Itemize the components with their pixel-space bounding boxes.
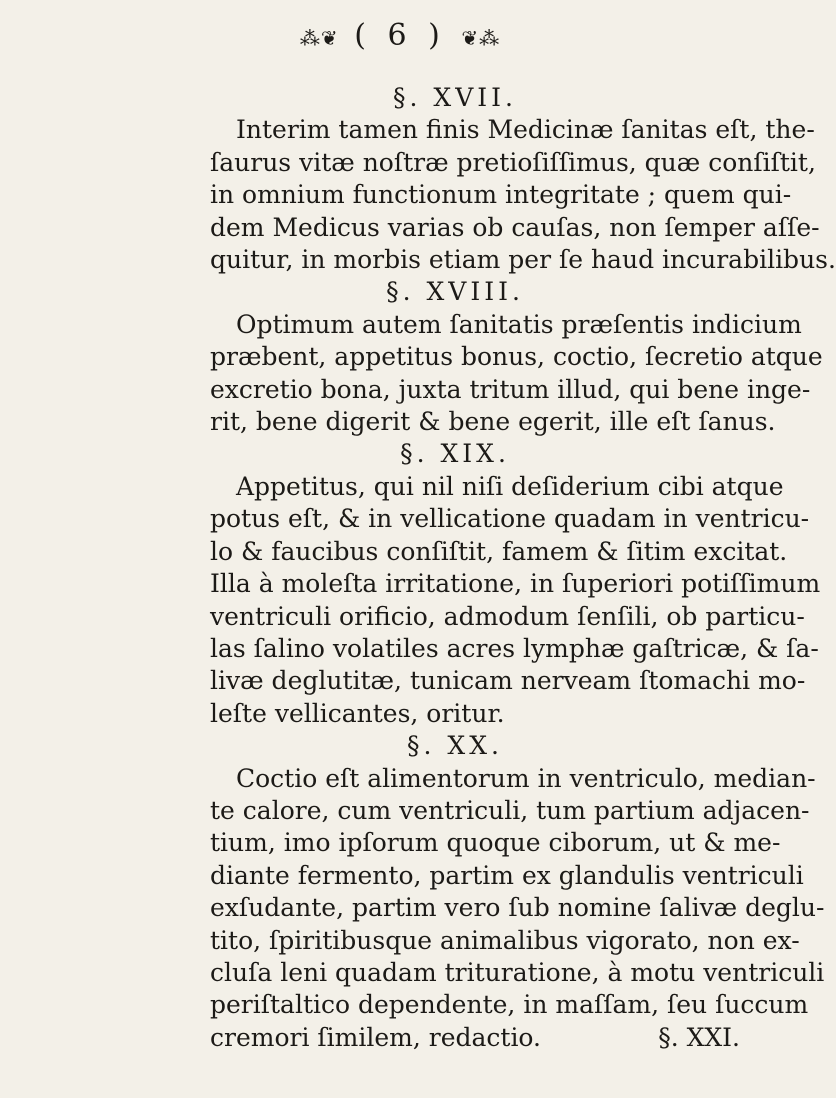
text-line: ſaurus vitæ noſtræ pretioſiſſimus, quæ conſiſtit, bbox=[210, 147, 816, 177]
text-line: cluſa leni quadam trituratione, à motu ventriculi bbox=[210, 957, 825, 987]
page-number: ( 6 ) bbox=[354, 18, 446, 53]
text-line: tium, imo ipſorum quoque ciborum, ut & me- bbox=[210, 828, 781, 858]
text-line: ventriculi orificio, admodum ſenſili, ob particu- bbox=[210, 601, 805, 631]
text-line: excretio bona, juxta tritum illud, qui bene inge- bbox=[210, 374, 811, 404]
text-line: tito, ſpiritibusque animalibus vigorato, non ex- bbox=[210, 925, 800, 955]
section-heading-18: §. XVIII. bbox=[386, 277, 524, 307]
text-line: in omnium functionum integritate ; quem qui- bbox=[210, 180, 792, 210]
text-line: las ſalino volatiles acres lymphæ gaſtricæ, & ſa- bbox=[210, 633, 819, 663]
text-line: Optimum autem ſanitatis præſentis indicium bbox=[236, 309, 802, 339]
catchword: §. XXI. bbox=[658, 1022, 740, 1052]
page-body bbox=[210, 82, 836, 1054]
text-line: leſte vellicantes, oritur. bbox=[210, 698, 505, 728]
section-heading-20: §. XX. bbox=[407, 731, 503, 761]
text-line: cremori ſimilem, redactio. bbox=[210, 1022, 541, 1052]
last-line-with-catchword bbox=[210, 1022, 740, 1054]
text-line: quitur, in morbis etiam per ſe haud incurabilibus. bbox=[210, 245, 836, 275]
text-line: Illa à moleſta irritatione, in ſuperiori potiſſimum bbox=[210, 569, 821, 599]
text-line: rit, bene digerit & bene egerit, ille eſt ſanus. bbox=[210, 407, 776, 437]
section-heading-19: §. XIX. bbox=[400, 439, 510, 469]
ornament-right-icon: ❦⁂ bbox=[461, 26, 501, 50]
text-line: Coctio eſt alimentorum in ventriculo, median- bbox=[236, 763, 816, 793]
text-line: lo & faucibus conſiſtit, famem & ſitim excitat. bbox=[210, 536, 788, 566]
text-line: periſtaltico dependente, in maſſam, ſeu ſuccum bbox=[210, 990, 809, 1020]
ornament-left-icon: ⁂❦ bbox=[299, 26, 339, 50]
page-header bbox=[0, 18, 800, 53]
text-line: Appetitus, qui nil niſi deſiderium cibi atque bbox=[236, 471, 784, 501]
text-line: livæ deglutitæ, tunicam nerveam ſtomachi mo- bbox=[210, 666, 806, 696]
text-line: Interim tamen finis Medicinæ ſanitas eſt, the- bbox=[236, 115, 815, 145]
section-heading-17: §. XVII. bbox=[393, 83, 517, 112]
text-line: dem Medicus varias ob cauſas, non ſemper aſſe- bbox=[210, 212, 820, 242]
text-line: præbent, appetitus bonus, coctio, ſecretio atque bbox=[210, 342, 823, 372]
text-line: te calore, cum ventriculi, tum partium adjacen- bbox=[210, 795, 810, 825]
text-line: diante fermento, partim ex glandulis ventriculi bbox=[210, 860, 804, 890]
text-line: exſudante, partim vero ſub nomine ſalivæ deglu- bbox=[210, 893, 825, 923]
text-line: potus eſt, & in vellicatione quadam in ventricu- bbox=[210, 504, 810, 534]
